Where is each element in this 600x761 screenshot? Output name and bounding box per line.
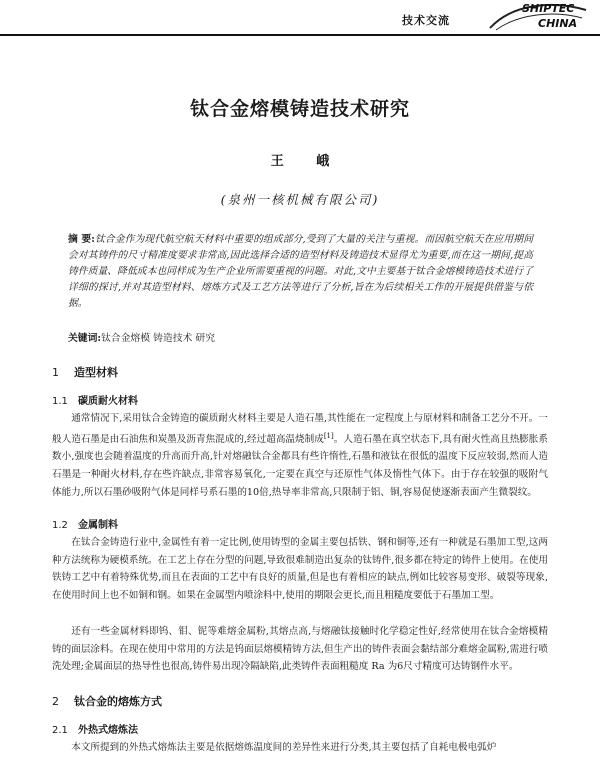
author-name: 王 峨 <box>270 154 344 169</box>
section-heading-1 <box>52 364 118 380</box>
article-title: 钛合金熔模铸造技术研究 <box>189 98 410 120</box>
citation-ref: [1] <box>323 431 334 440</box>
subsection-number: 1.2 <box>52 520 68 531</box>
section-tag: 技术交流 <box>402 14 450 27</box>
paragraph-metal-materials: 在钛合金铸造行业中,金属性有着一定比例,使用铸型的金属主要包括铁、钢和铜等,还有一种就是石墨加工型,这两种方法统称为硬模系统。在工艺上存在分型的问题,导致很难制造出复杂的钛铸件,很多都在特定的铸件上使用。在使用铁铸工艺中有着特殊优势,而且在表面的工艺中有良好的质量,但是也有着相应的缺点,例如比较容易变形、破裂等现象,在使用时间上也不如铜和钢。如果在金属型内喷涂料中,使用的期限会更长,而且粗糙度要低于石墨加工型。 <box>52 537 548 601</box>
author-affiliation: (泉州一核机械有限公司) <box>220 192 380 207</box>
shiptec-china-logo <box>482 0 592 32</box>
subsection-number: 2.1 <box>52 725 68 736</box>
abstract-text: 钛合金作为现代航空航天材料中重要的组成部分,受到了大量的关注与重视。而因航空航天在应用期间会对其铸件的尺寸精准度要求非常高,因此选择合适的造型材料及铸造技术显得尤为重要,而在这一期间,提高铸件质量、降低成本也同样成为生产企业所需要重视的问题。对此,文中主要基于钛合金熔模铸造技术进行了详细的探讨,并对其造型材料、熔炼方式及工艺方法等进行了分析,旨在为后续相关工作的开展提供借鉴与依据。 <box>68 234 533 309</box>
abstract-label: 摘 要: <box>68 234 95 245</box>
subsection-heading-2-1 <box>52 721 138 736</box>
paragraph-text: 。人造石墨在真空状态下,具有耐火性高且热膨胀系数小,强度也会随着温度的升高而升高,针对熔融钛合金都具有些许惰性,石墨和液钛在很低的温度下反应较弱,然而人造石墨是一种耐火材料,存在些许缺点,非常容易氧化,一定要在真空与还原性气体及惰性气体下。由于存在较强的吸附气体能力,所以石墨砂吸附气体是同样号系石墨的10倍,热导率非常高,只限制于铝、铜,容易促使逐渐表面产生微裂纹。 <box>52 433 548 498</box>
page-header <box>0 0 600 36</box>
keywords <box>68 331 533 347</box>
subsection-number: 1.1 <box>52 396 68 407</box>
section-number: 1 <box>52 366 59 379</box>
paragraph-text: 通常情况下,采用钛合金铸造的碳质耐火材料主要是人造石墨,其性能在一定程度上与原材料和制备工艺分不开。一般人造石墨是由石油焦和炭墨及沥青焦混成的,经过超高温烧制成 <box>52 413 548 445</box>
keywords-label: 关键词: <box>68 333 102 344</box>
subsection-heading-1-1 <box>52 392 138 407</box>
subsection-title: 碳质耐火材料 <box>78 396 138 407</box>
logo-text-top: SHIPTEC <box>522 2 575 15</box>
paragraph-external-heating: 本文所提到的外热式熔炼法主要是依据熔炼温度间的差异性来进行分类,其主要包括了自耗电极电弧炉 <box>71 742 497 753</box>
subsection-title: 金属制料 <box>78 520 118 531</box>
section-heading-2 <box>52 693 162 709</box>
abstract <box>68 232 533 312</box>
section-number: 2 <box>52 695 59 708</box>
logo-text-bottom: CHINA <box>538 17 578 30</box>
paragraph-carbon-materials <box>52 410 548 501</box>
keywords-text: 钛合金熔模 铸造技术 研究 <box>101 333 216 344</box>
paragraph-refractory-metals: 还有一些金属材料即钨、钼、铌等难熔金属粉,其熔点高,与熔融钛接触时化学稳定性好,经常使用在钛合金熔模精铸的面层涂料。在现在使用中常用的方法是钨面层熔模精铸方法,但生产出的铸件表面会黏结部分难熔金属粉,需进行喷洗处理;金属面层的热导性也很高,铸件易出现冷隔缺陷,此类铸件表面粗糙度 Ra 为6尺寸精度可达铸钢件水平。 <box>52 626 548 673</box>
subsection-title: 外热式熔炼法 <box>78 725 138 736</box>
section-title: 钛合金的熔炼方式 <box>74 695 162 708</box>
section-title: 造型材料 <box>74 366 118 379</box>
subsection-heading-1-2 <box>52 516 118 531</box>
